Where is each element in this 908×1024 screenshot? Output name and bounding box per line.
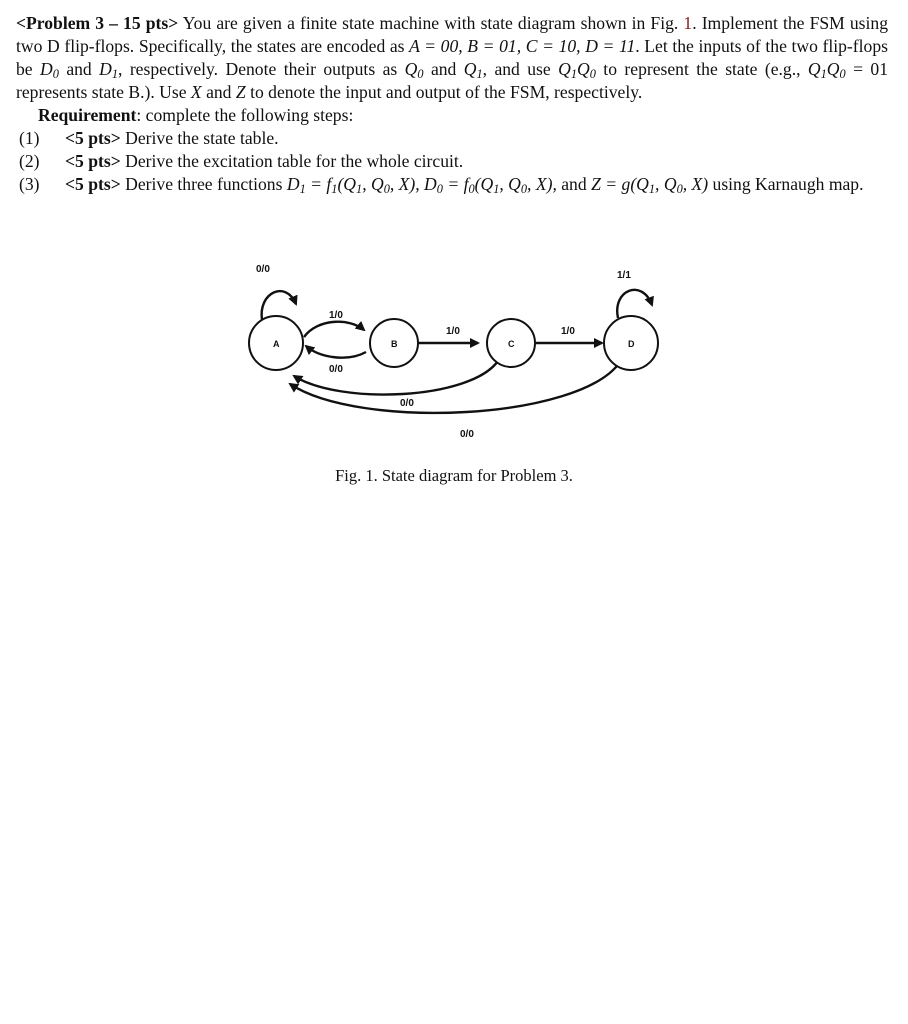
var-q1q0: $Q_1Q_0$: [558, 59, 596, 81]
transition-d-d: [617, 290, 652, 318]
step-points: <5 pts>: [65, 128, 121, 148]
step-text-end: using Karnaugh map.: [708, 174, 864, 194]
step-number: (2): [19, 151, 40, 171]
label-a-b: 1/0: [329, 310, 343, 321]
label-c-d: 1/0: [561, 326, 575, 337]
example-text: = 01 represents state B.). Use: [16, 59, 889, 102]
var-d0: $D_0$: [40, 59, 59, 81]
figure-reference-link[interactable]: 1: [683, 13, 693, 33]
var-q1q0-example: $Q_1Q_0$: [807, 59, 846, 81]
var-z: Z: [235, 82, 246, 102]
label-d-a: 0/0: [460, 429, 474, 440]
var-d1: $D_1$: [99, 59, 119, 81]
step-number: (1): [19, 128, 40, 148]
step-text: Derive the state table.: [120, 128, 279, 148]
state-b-label: B: [391, 339, 398, 349]
intro-text-3: . Let the inputs of the two flip-flops be: [16, 36, 888, 79]
intro-text-2: . Implement the FSM using two D flip-flops. Specifically, the states are encoded as: [16, 13, 889, 56]
function-equations: $D_1 = f_1(Q_1$, $Q_0$, X), $D_0 = f_0(Q_1$, $Q_0$, X),: [286, 174, 562, 196]
step-number: (3): [19, 174, 40, 194]
figure-caption: Fig. 1. State diagram for Problem 3.: [335, 466, 573, 485]
step-item: (3) <5 pts> Derive three functions $D_1 = f_1(Q_1$, $Q_0$, X), $D_0 = f_0(Q_1$, $Q_0$, X), and $Z = g(Q_1$, $Q_0$, X) using Karnaugh map.: [19, 174, 864, 196]
step-text: Derive the excitation table for the whole circuit.: [120, 151, 464, 171]
intro-text-6: to represent the state (e.g.,: [595, 59, 808, 79]
transition-b-a: [306, 346, 366, 358]
intro-text-1: You are given a finite state machine with state diagram shown in Fig.: [182, 13, 684, 33]
requirement-text: : complete the following steps:: [136, 105, 354, 125]
var-x: X: [190, 82, 202, 102]
state-a-label: A: [273, 339, 280, 349]
state-c-label: C: [508, 339, 515, 349]
step-points: <5 pts>: [65, 151, 121, 171]
label-b-c: 1/0: [446, 326, 460, 337]
state-diagram: [0, 0, 908, 460]
step-points: <5 pts>: [65, 174, 121, 194]
problem-header: <Problem 3 – 15 pts>: [16, 13, 179, 33]
intro-text-7: and: [201, 82, 236, 102]
intro-text-5: , and use: [482, 59, 559, 79]
step-text: Derive three functions: [120, 174, 287, 194]
problem-text: <Problem 3 – 15 pts> You are given a finite state machine with state diagram shown in Fig. 1. Implement the FSM using two D flip-flops. Specifically, the states are encoded as A = 00, B = 01, C = 10, D = 11. Let the inputs of the two flip-flops be $D_0$ and $D_1$, respectively. Denote their outputs as $Q_0$ and $Q_1$, and use $Q_1Q_0$ to represent the state (e.g., $Q_1Q_0 = 01$ represents state B.). Use X and Z to denote the input and output of the FSM, respectively. Requirement: complete the following steps: (1) <5 pts> Derive the state table. (2) <5 pts> Derive the excitation table for the whole circuit. (3) <5 pts> Derive three functions $D_1 = f_1(Q_1$, $Q_0$, X), $D_0 = f_0(Q_1$, $Q_0$, X), and $Z = g(Q_1$, $Q_0$, X) using Karnaugh map.: [16, 13, 889, 196]
requirement-label: Requirement: [38, 105, 137, 125]
transition-a-b: [304, 322, 364, 337]
intro-text-8: to denote the input and output of the FSM, respectively.: [245, 82, 643, 102]
label-d-d: 1/1: [617, 270, 631, 281]
var-q1: $Q_1$: [463, 59, 483, 81]
label-c-a: 0/0: [400, 398, 414, 409]
var-q0: $Q_0$: [404, 59, 424, 81]
function-equation-z: $Z = g(Q_1$, $Q_0$, X): [591, 174, 709, 196]
label-b-a: 0/0: [329, 364, 343, 375]
label-a-a: 0/0: [256, 264, 270, 275]
intro-text-4: , respectively. Denote their outputs as: [118, 59, 405, 79]
state-encoding: A = 00, B = 01, C = 10, D = 11: [409, 36, 636, 56]
state-d-label: D: [628, 339, 635, 349]
